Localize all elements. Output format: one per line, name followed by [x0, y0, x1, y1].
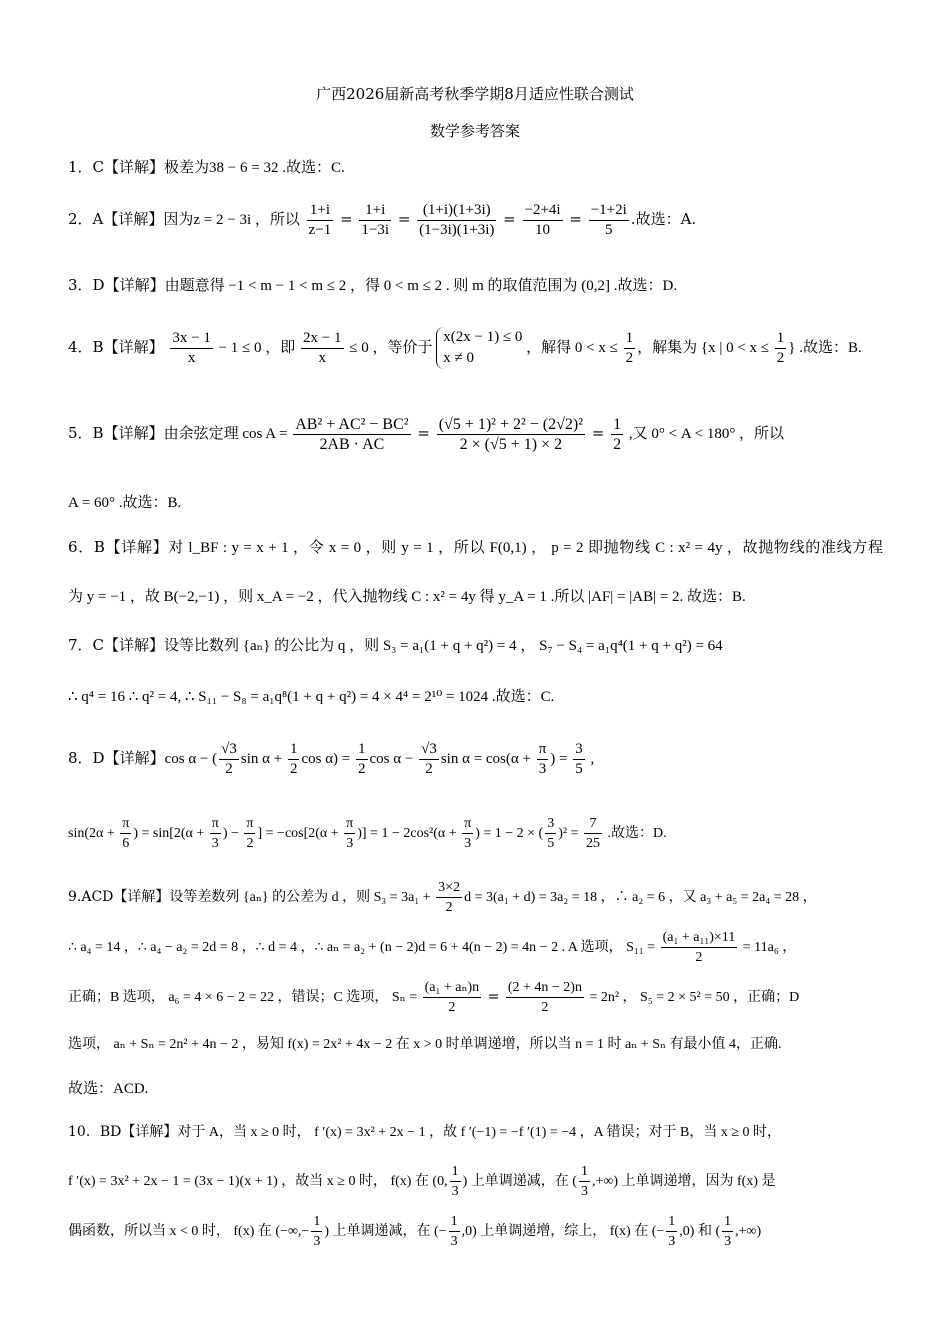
- answer-3: 3．D【详解】由题意得 −1 < m − 1 < m ≤ 2 ，得 0 < m ≤ 2 . 则 m 的取值范围为 (0,2] .故选：D.: [68, 276, 678, 294]
- answer-8-line-1: 8．D【详解】cos α − ( $\frac{√3}{2}$ sin α + $\frac{1}{2}$ cos α) = $\frac{1}{2}$ cos α − $\frac{√3}{2}$ sin α = cos(α + $\frac{\pi}{3}$ ) = $\frac{3}{5}$ ,: [68, 740, 595, 777]
- answer-1: 1．C【详解】极差为38 − 6 = 32 .故选：C.: [68, 158, 345, 176]
- answer-9-line-2: ∴ a₄ = 14 ，∴ a₄ − a₂ = 2d = 8 ，∴ d = 4 ，∴ aₙ = a₂ + (n − 2)d = 6 + 4(n − 2) = 4n − 2 . A 选项， S₁₁ = $\frac{\text{(a₁ + a₁₁)×11}}{2}$ = 11a₆ ，: [68, 929, 797, 965]
- answer-9-line-3: 正确；B 选项， a₆ = 4 × 6 − 2 = 22 ，错误；C 选项， Sₙ = $\frac{\text{(a₁ + aₙ)n}}{2}$ = $\frac{(2 + 4n - 2)n}{2}$ = 2n² ， S₅ = 2 × 5² = 50 ，正确；D: [68, 979, 800, 1015]
- page-title: 广西2026届新高考秋季学期8月适应性联合测试: [316, 85, 634, 103]
- answer-9-line-1: 9.ACD【详解】设等差数列 {aₙ} 的公差为 d ，则 S₃ = 3a₁ + $\frac{3\times 2}{2}$ d = 3(a₁ + d) = 3a₂ = 18 ，∴ a₂ = 6 ，又 a₃ + a₅ = 2a₄ = 28 ，: [68, 879, 817, 915]
- answer-2: 2．A【详解】因为z = 2 − 3i ，所以 $\frac{1+i}{z-1}$ = $\frac{1+i}{1-3i}$ = $\frac{(1+i)(1+3i)}{(1-3i)(1+3i)}$ = $\frac{-2+4i}{10}$ = $\frac{-1+2i}{5}$ .故选：A.: [68, 201, 697, 238]
- answer-10-line-1: 10．BD【详解】对于 A，当 x ≥ 0 时， f ′(x) = 3x² + 2x − 1 ，故 f ′(−1) = −f ′(1) = −4 ，A 错误；对于 B，当 x ≥ 0 时，: [68, 1124, 782, 1140]
- answer-7-line-2: ∴ q⁴ = 16 ∴ q² = 4, ∴ S₁₁ − S₈ = a₁q⁸(1 + q + q²) = 4 × 4⁴ = 2¹⁰ = 1024 .故选：C.: [68, 689, 555, 705]
- answer-5-continued: A = 60° .故选：B.: [68, 495, 182, 511]
- answer-7-line-1: 7．C【详解】设等比数列 {aₙ} 的公比为 q ，则 S₃ = a₁(1 + q + q²) = 4 ， S₇ − S₄ = a₁q⁴(1 + q + q²) = 64: [68, 636, 723, 654]
- answer-8-line-2: sin(2α + $\frac{\pi}{6}$ ) = sin[2(α + $\frac{\pi}{3}$ ) − $\frac{\pi}{2}$ ] = −cos[2(α + $\frac{\pi}{3}$ )] = 1 − 2cos²(α + $\frac{\pi}{3}$ ) = 1 − 2 × ( $\frac{3}{5}$ )² = $\frac{7}{25}$ .故选：D.: [68, 815, 667, 851]
- answer-5: 5．B【详解】由余弦定理 cos A = $\frac{\text{AB² + AC² − BC²}}{2AB \cdot AC}$ = $\frac{\text{(√5 + 1)² + 2² − (2√2)²}}{2 \times (√5 + 1) \times 2}$ = $\frac{1}{2}$ ,又 0° < A < 180° ，所以: [68, 415, 785, 453]
- answer-9-line-4: 选项， aₙ + Sₙ = 2n² + 4n − 2 ，易知 f(x) = 2x² + 4x − 2 在 x > 0 时单调递增，所以当 n = 1 时 aₙ + Sₙ 有最小值 4，正确.: [68, 1037, 782, 1052]
- answer-10-line-3: 偶函数，所以当 x < 0 时， f(x) 在 (−∞,− $\frac{1}{3}$ ) 上单调递减，在 (− $\frac{1}{3}$ ,0) 上单调递增，综上， f(x) 在 (− $\frac{1}{3}$ ,0) 和 ( $\frac{1}{3}$ ,+∞): [68, 1213, 762, 1249]
- answer-9-line-5: 故选：ACD.: [68, 1081, 149, 1097]
- page-subtitle: 数学参考答案: [429, 122, 520, 140]
- answer-6-line-2: 为 y = −1 ，故 B(−2,−1) ，则 x_A = −2 ，代入抛物线 C : x² = 4y 得 y_A = 1 .所以 |AF| = |AB| = 2. 故选：B.: [68, 589, 746, 605]
- answer-4: 4．B【详解】 $\frac{3x - 1}{x}$ − 1 ≤ 0 ，即 $\frac{2x - 1}{x}$ ≤ 0 ，等价于 x(2x − 1) ≤ 0 x ≠ 0 ，解得 0 < x ≤ $\frac{1}{2}$ ，解集为 {x | 0 < x ≤ $\frac{1}{2}$ } .故选：B.: [68, 322, 883, 372]
- answer-6-line-1: 6．B【详解】对 l_BF : y = x + 1 ，令 x = 0 ，则 y = 1 ，所以 F(0,1) ， p = 2 即抛物线 C : x² = 4y ，故抛物线的准线方程: [68, 538, 883, 556]
- answer-10-line-2: f ′(x) = 3x² + 2x − 1 = (3x − 1)(x + 1) ，故当 x ≥ 0 时， f(x) 在 (0, $\frac{1}{3}$ ) 上单调递减，在 ( $\frac{1}{3}$ ,+∞) 上单调递增，因为 f(x) 是: [68, 1163, 776, 1199]
